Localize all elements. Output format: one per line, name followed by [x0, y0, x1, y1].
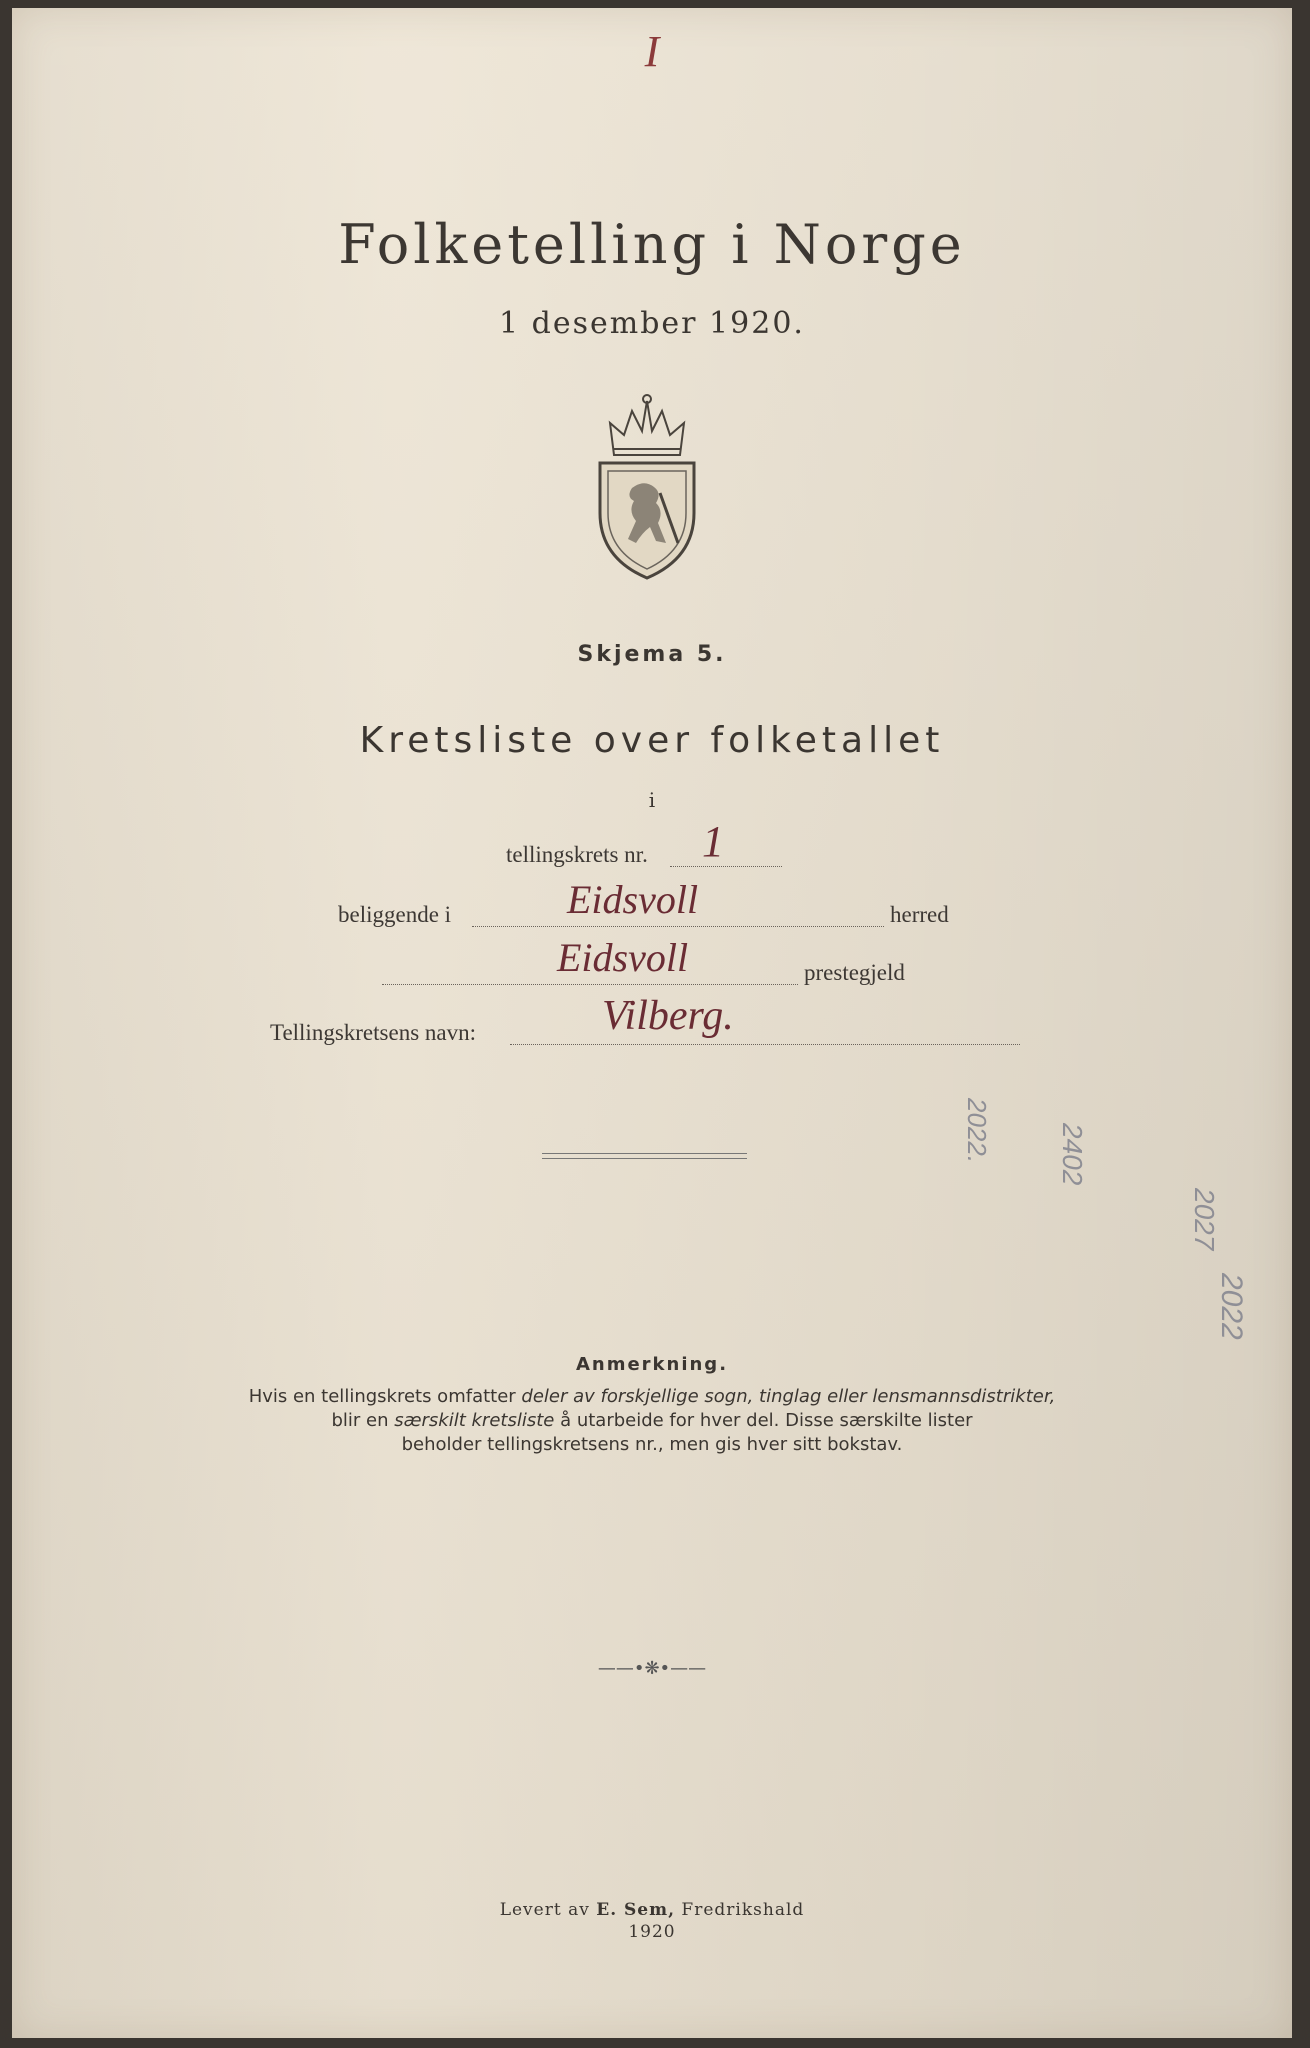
pencil-note-3: 2027 — [1189, 1188, 1220, 1251]
herred-label: herred — [890, 902, 949, 927]
pencil-note-2: 2402 — [1057, 1123, 1088, 1186]
census-form-page — [12, 8, 1292, 2038]
prestegjeld-line — [382, 984, 798, 985]
krets-name-value: Vilberg. — [602, 993, 734, 1039]
note-line-1-emphasis: deler av forskjellige sogn, tinglag eller lensmannsdistrikter, — [521, 1386, 1056, 1407]
note-line-2-emphasis: særskilt kretsliste — [394, 1410, 555, 1431]
pencil-note-1: 2022. — [962, 1098, 992, 1164]
divider-rule — [542, 1153, 747, 1159]
note-line-2-text-a: blir en — [331, 1410, 395, 1431]
beliggende-label: beliggende i — [338, 902, 452, 927]
pencil-note-4: 2022 — [1215, 1273, 1248, 1340]
note-line-2 — [12, 1410, 1292, 1431]
note-line-1 — [12, 1386, 1292, 1407]
prestegjeld-label: prestegjeld — [804, 960, 905, 985]
note-line-3: beholder tellingskretsens nr., men gis hver sitt bokstav. — [401, 1434, 903, 1455]
page-title: Folketelling i Norge — [338, 213, 966, 276]
census-date: 1 desember 1920. — [499, 306, 805, 341]
herred-value: Eidsvoll — [567, 877, 699, 922]
printer-credit — [12, 1900, 1292, 1920]
krets-number-label: tellingskrets nr. — [506, 842, 648, 867]
printer-credit-prefix: Levert av — [499, 1900, 597, 1920]
herred-line — [472, 926, 884, 927]
note-heading: Anmerkning. — [575, 1354, 729, 1375]
prestegjeld-value: Eidsvoll — [557, 935, 689, 980]
heading-connector: i — [648, 788, 656, 812]
krets-name-line — [510, 1044, 1020, 1045]
note-line-1-text: Hvis en tellingskrets omfatter — [248, 1386, 522, 1407]
form-heading: Kretsliste over folketallet — [359, 720, 945, 761]
coat-of-arms-icon — [592, 393, 702, 583]
krets-number-line — [670, 866, 782, 867]
note-line-2-text-b: å utarbeide for hver del. Disse særskilte lister — [554, 1410, 973, 1431]
roman-numeral-mark: I — [644, 27, 660, 76]
schema-number: Skjema 5. — [577, 642, 727, 667]
printer-name: E. Sem, — [596, 1900, 676, 1920]
print-year: 1920 — [628, 1922, 676, 1942]
decorative-ornament: ——•❋•—— — [597, 1658, 707, 1679]
krets-number-value: 1 — [702, 817, 724, 866]
printer-city: Fredrikshald — [675, 1900, 805, 1920]
krets-name-label: Tellingskretsens navn: — [270, 1020, 476, 1045]
